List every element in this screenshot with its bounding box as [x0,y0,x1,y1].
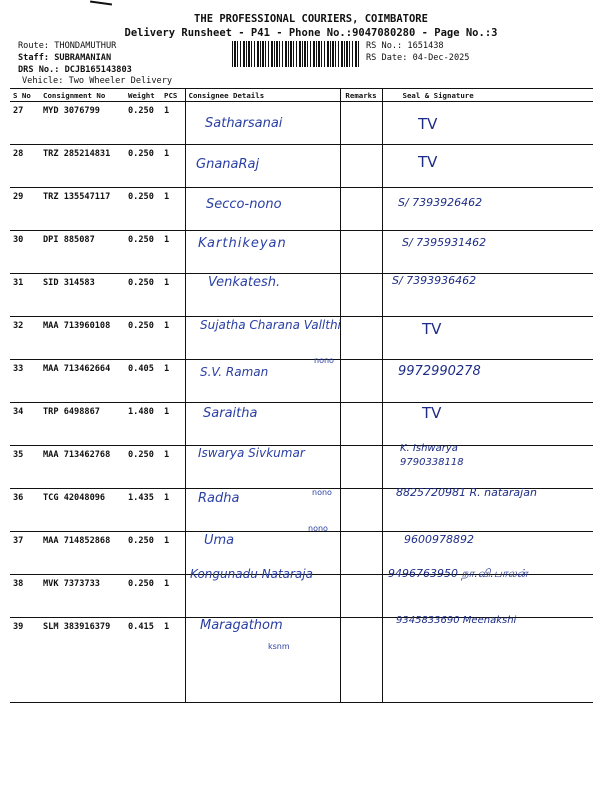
row-weight: 0.250 [125,317,161,360]
row-consignment: MAA 714852868 [40,532,125,575]
handwritten-consignee: Iswarya Sivkumar [198,446,305,460]
row-weight: 0.415 [125,618,161,703]
rs-date: RS Date: 04-Dec-2025 [366,53,470,63]
row-weight: 0.250 [125,102,161,145]
row-pcs: 1 [161,231,185,274]
row-remarks-cell [340,188,382,231]
handwritten-signature: TV [418,115,438,133]
drs-label: DRS No.: DCJB165143803 [18,65,132,75]
row-consignment: SID 314583 [40,274,125,317]
row-consignment: TRP 6498867 [40,403,125,446]
row-pcs: 1 [161,274,185,317]
row-remarks-cell [340,446,382,489]
handwritten-consignee: Uma [204,533,235,548]
handwritten-signature: TV [422,320,442,338]
handwritten-consignee: Kongunadu Nataraja [190,567,313,581]
handwritten-consignee: Sujatha Charana Vallthi [200,318,341,332]
row-pcs: 1 [161,360,185,403]
handwritten-signature: S/ 7395931462 [402,236,487,249]
runsheet-table [10,88,593,703]
handwritten-signature: 9345833690 Meenakshi [396,615,517,626]
scan-mark [90,0,112,5]
row-weight: 0.250 [125,446,161,489]
row-consignment: MYD 3076799 [40,102,125,145]
table-row [10,145,593,188]
row-sno: 27 [10,102,40,145]
handwritten-signature: TV [422,404,442,422]
row-pcs: 1 [161,489,185,532]
row-consignment: TCG 42048096 [40,489,125,532]
row-consignment: MAA 713462768 [40,446,125,489]
row-pcs: 1 [161,145,185,188]
row-remarks-cell [340,231,382,274]
table-row [10,618,593,703]
handwritten-signature: S/ 7393926462 [398,196,483,209]
row-remarks-cell [340,403,382,446]
row-signature-cell [382,403,593,446]
row-pcs: 1 [161,102,185,145]
row-sno: 30 [10,231,40,274]
row-sno: 36 [10,489,40,532]
row-sno: 35 [10,446,40,489]
row-remarks-cell [340,317,382,360]
table-row [10,102,593,145]
row-consignment: MAA 713462664 [40,360,125,403]
col-pcs: PCS [161,89,185,102]
handwritten-signature: K. Ishwarya 9790338118 [400,443,464,468]
row-weight: 0.250 [125,188,161,231]
row-pcs: 1 [161,188,185,231]
handwritten-note: nono [312,488,332,497]
row-sno: 34 [10,403,40,446]
handwritten-consignee: Satharsanai [205,116,283,131]
table-row [10,360,593,403]
row-signature-cell [382,145,593,188]
col-remarks: Remarks [340,89,382,102]
row-sno: 37 [10,532,40,575]
handwritten-signature: 9600978892 [404,533,474,546]
row-pcs: 1 [161,403,185,446]
row-weight: 0.250 [125,145,161,188]
row-consignment: TRZ 135547117 [40,188,125,231]
row-weight: 0.250 [125,274,161,317]
row-weight: 0.250 [125,575,161,618]
col-weight: Weight [125,89,161,102]
staff-label: Staff: SUBRAMANIAN [18,53,112,63]
row-pcs: 1 [161,532,185,575]
handwritten-consignee: Secco-nono [206,197,282,212]
handwritten-signature: 9972990278 [398,364,481,379]
rs-number: RS No.: 1651438 [366,41,444,51]
row-remarks-cell [340,489,382,532]
barcode [232,41,360,67]
row-remarks-cell [340,274,382,317]
row-pcs: 1 [161,618,185,703]
row-signature-cell [382,102,593,145]
runsheet-subtitle: Delivery Runsheet - P41 - Phone No.:9047080280 - Page No.:3 [124,27,498,39]
handwritten-note: nono [314,356,334,365]
row-weight: 1.480 [125,403,161,446]
handwritten-signature: 9496763950 நா.வி.பாலன் [388,567,528,580]
row-weight: 1.435 [125,489,161,532]
vehicle-label: Vehicle: Two Wheeler Delivery [22,76,173,86]
col-consignee: Consignee Details [185,89,340,102]
handwritten-signature: TV [418,153,438,171]
company-title: THE PROFESSIONAL COURIERS, COIMBATORE [194,13,428,25]
row-sno: 28 [10,145,40,188]
handwritten-consignee: Radha [198,491,240,506]
handwritten-consignee: S.V. Raman [200,365,269,379]
row-consignment: DPI 885087 [40,231,125,274]
row-consignment: MVK 7373733 [40,575,125,618]
row-signature-cell [382,317,593,360]
row-consignment: SLM 383916379 [40,618,125,703]
handwritten-consignee: Saraitha [203,406,258,421]
row-sno: 29 [10,188,40,231]
row-remarks-cell [340,532,382,575]
handwritten-note: ksnm [268,642,290,651]
row-weight: 0.405 [125,360,161,403]
row-weight: 0.250 [125,231,161,274]
row-consignment: TRZ 285214831 [40,145,125,188]
handwritten-signature: S/ 7393936462 [392,274,477,287]
table-row [10,188,593,231]
row-remarks-cell [340,618,382,703]
row-sno: 39 [10,618,40,703]
route-label: Route: THONDAMUTHUR [18,41,117,51]
row-signature-cell [382,618,593,703]
handwritten-consignee: Karthikeyan [198,236,287,251]
handwritten-consignee: GnanaRaj [196,157,260,172]
row-signature-cell [382,188,593,231]
row-sno: 32 [10,317,40,360]
handwritten-consignee: Venkatesh. [208,275,281,290]
row-remarks-cell [340,575,382,618]
row-pcs: 1 [161,446,185,489]
row-pcs: 1 [161,575,185,618]
row-weight: 0.250 [125,532,161,575]
table-header [10,89,593,102]
row-remarks-cell [340,360,382,403]
table-row [10,231,593,274]
col-consignment: Consignment No [40,89,125,102]
handwritten-consignee: Maragathom [200,618,283,633]
row-sno: 33 [10,360,40,403]
handwritten-signature: 8825720981 R. natarajan [396,486,537,499]
table-row [10,274,593,317]
row-sno: 31 [10,274,40,317]
handwritten-note: nono [308,524,328,533]
row-sno: 38 [10,575,40,618]
col-sno: S No [10,89,40,102]
table-row [10,403,593,446]
row-remarks-cell [340,145,382,188]
col-signature: Seal & Signature [382,89,593,102]
row-consignment: MAA 713960108 [40,317,125,360]
row-remarks-cell [340,102,382,145]
row-pcs: 1 [161,317,185,360]
